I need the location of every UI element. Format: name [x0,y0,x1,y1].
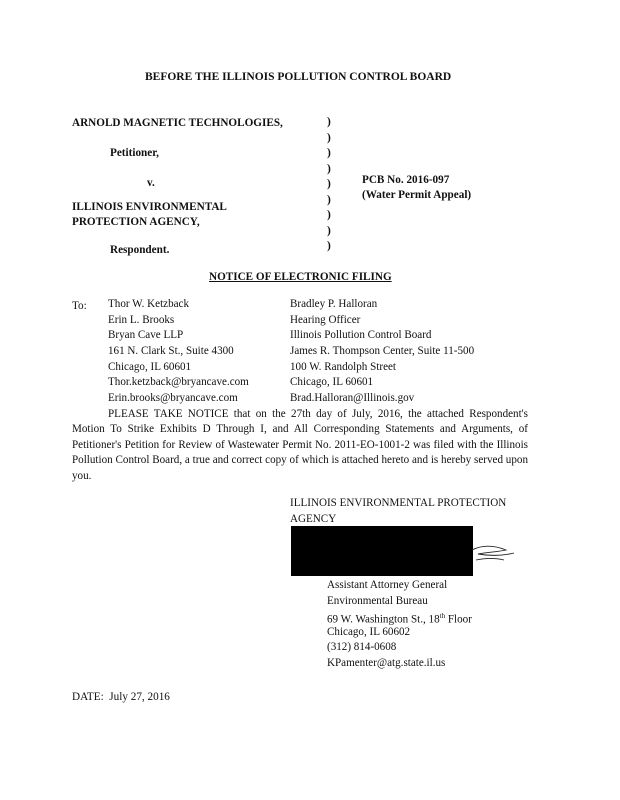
address-floor: Floor [445,613,472,626]
recipient-organization: Illinois Pollution Control Board [290,329,432,342]
bracket-mark: ) [327,209,331,221]
agency-signature [290,496,506,527]
attorney-signature [327,578,472,672]
recipient-name: Erin L. Brooks [108,313,175,326]
respondent-name-line1: ILLINOIS ENVIRONMENTAL [72,201,227,213]
attorney-address [327,609,472,625]
recipient-city: Chicago, IL 60601 [108,360,192,373]
attorney-title: Assistant Attorney General [327,579,448,591]
address-ordinal: th [439,612,446,621]
attorney-city: Chicago, IL 60602 [327,625,411,638]
recipient-name: Thor W. Ketzback [108,298,190,310]
petitioner-label: Petitioner, [110,147,159,159]
bracket-mark: ) [327,224,331,237]
bracket-mark: ) [327,162,331,175]
recipient-street: 100 W. Randolph Street [290,360,397,373]
recipient-email: Brad.Halloran@Illinois.gov [290,392,415,405]
recipient-address: 161 N. Clark St., Suite 4300 [108,345,234,358]
recipient-block-right [290,297,474,407]
respondent-name-line2: PROTECTION AGENCY, [72,216,200,228]
bracket-mark: ) [327,147,331,159]
case-number: PCB No. 2016-097 [362,174,450,186]
attorney-email: KPamenter@atg.state.il.us [327,656,446,669]
case-type: (Water Permit Appeal) [362,189,472,201]
notice-title: NOTICE OF ELECTRONIC FILING [209,271,392,283]
to-label: To: [72,300,87,312]
agency-name-line2: AGENCY [290,512,337,525]
recipient-firm: Bryan Cave LLP [108,329,184,342]
respondent-label: Respondent. [110,244,170,256]
recipient-title: Hearing Officer [290,313,361,326]
recipient-email: Erin.brooks@bryancave.com [108,392,238,405]
petitioner-name: ARNOLD MAGNETIC TECHNOLOGIES, [72,117,283,129]
attorney-bureau: Environmental Bureau [327,594,428,607]
bracket-mark: ) [327,116,331,128]
bracket-mark: ) [327,193,331,206]
recipient-city: Chicago, IL 60601 [290,376,374,389]
address-street: 69 W. Washington St., 18 [327,613,440,626]
versus-label: v. [147,177,155,189]
bracket-mark: ) [327,131,331,144]
recipient-name: Bradley P. Halloran [290,298,378,310]
agency-name-line1: ILLINOIS ENVIRONMENTAL PROTECTION [290,497,507,509]
notice-body: PLEASE TAKE NOTICE that on the 27th day of July, 2016, the attached Respondent's Motion To Strike Exhibits D Through I, and All Corresponding Statements and Arguments, of Petitioner's Petition for Review of Wastewater Permit No. 2011-EO-1001-2 was filed with the Illinois Pollution Control Board, a true and correct copy of which is attached hereto and is hereby served upon you. [72,408,528,482]
bracket-mark: ) [327,178,331,190]
date-line: DATE: July 27, 2016 [72,691,170,703]
redacted-signature [291,526,473,576]
recipient-address: James R. Thompson Center, Suite 11-500 [290,345,475,358]
recipient-block-left [108,297,249,407]
signature-stroke [470,540,518,572]
bracket-mark: ) [327,240,331,252]
attorney-phone: (312) 814-0608 [327,641,397,654]
caption-bracket [327,115,331,255]
recipient-email: Thor.ketzback@bryancave.com [108,376,249,389]
court-heading: BEFORE THE ILLINOIS POLLUTION CONTROL BOARD [145,71,452,83]
